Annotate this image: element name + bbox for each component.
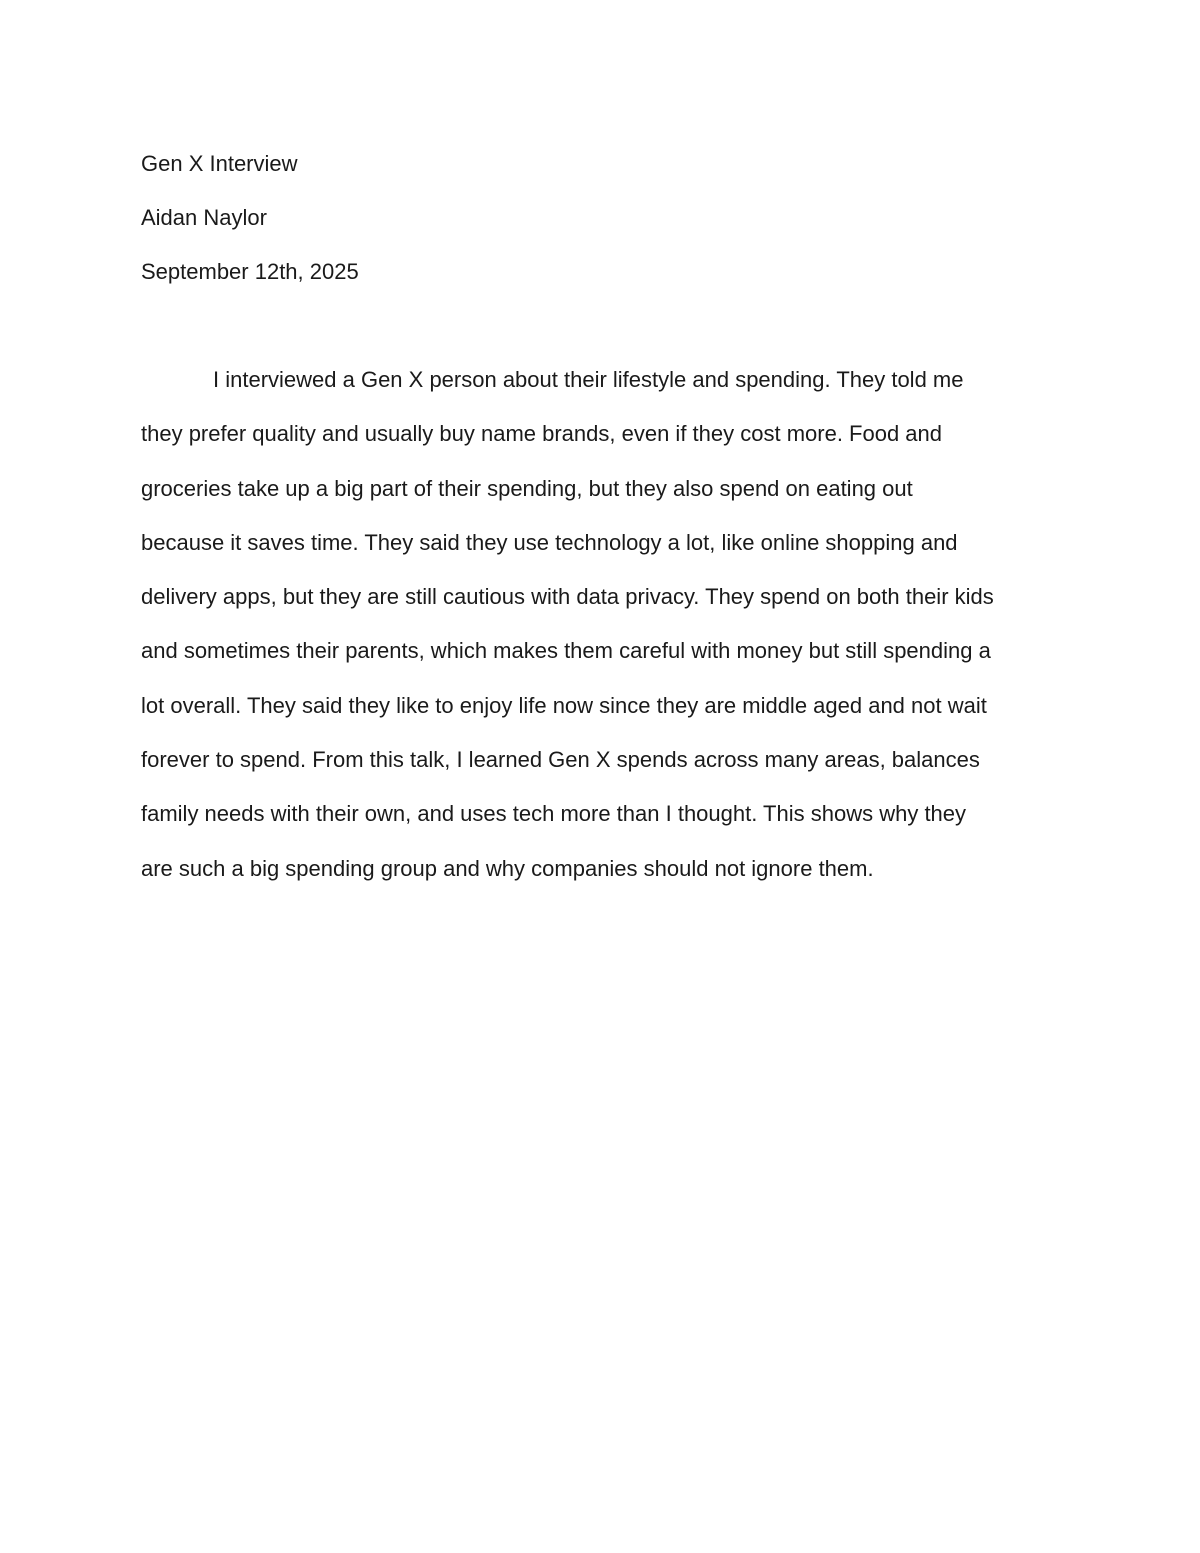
paragraph-line: I interviewed a Gen X person about their lifestyle and spending. They told me: [213, 367, 964, 392]
paragraph-line: are such a big spending group and why companies should not ignore them.: [141, 855, 874, 881]
paragraph-line: delivery apps, but they are still cautious with data privacy. They spend on both their kids: [141, 584, 994, 610]
document-heading: [141, 137, 359, 299]
document-date: September 12th, 2025: [141, 259, 359, 284]
body-paragraph: [141, 353, 1071, 896]
paragraph-line: groceries take up a big part of their spending, but they also spend on eating out: [141, 475, 913, 501]
author-name: Aidan Naylor: [141, 205, 267, 230]
paragraph-line: lot overall. They said they like to enjoy life now since they are middle aged and not wait: [141, 692, 987, 718]
paragraph-line: because it saves time. They said they use technology a lot, like online shopping and: [141, 529, 958, 555]
paragraph-line: family needs with their own, and uses tech more than I thought. This shows why they: [141, 801, 967, 827]
paragraph-line: they prefer quality and usually buy name brands, even if they cost more. Food and: [141, 421, 943, 447]
paragraph-line: forever to spend. From this talk, I learned Gen X spends across many areas, balances: [141, 747, 980, 773]
paragraph-line: and sometimes their parents, which makes them careful with money but still spending a: [141, 638, 991, 664]
document-title: Gen X Interview: [141, 151, 298, 176]
